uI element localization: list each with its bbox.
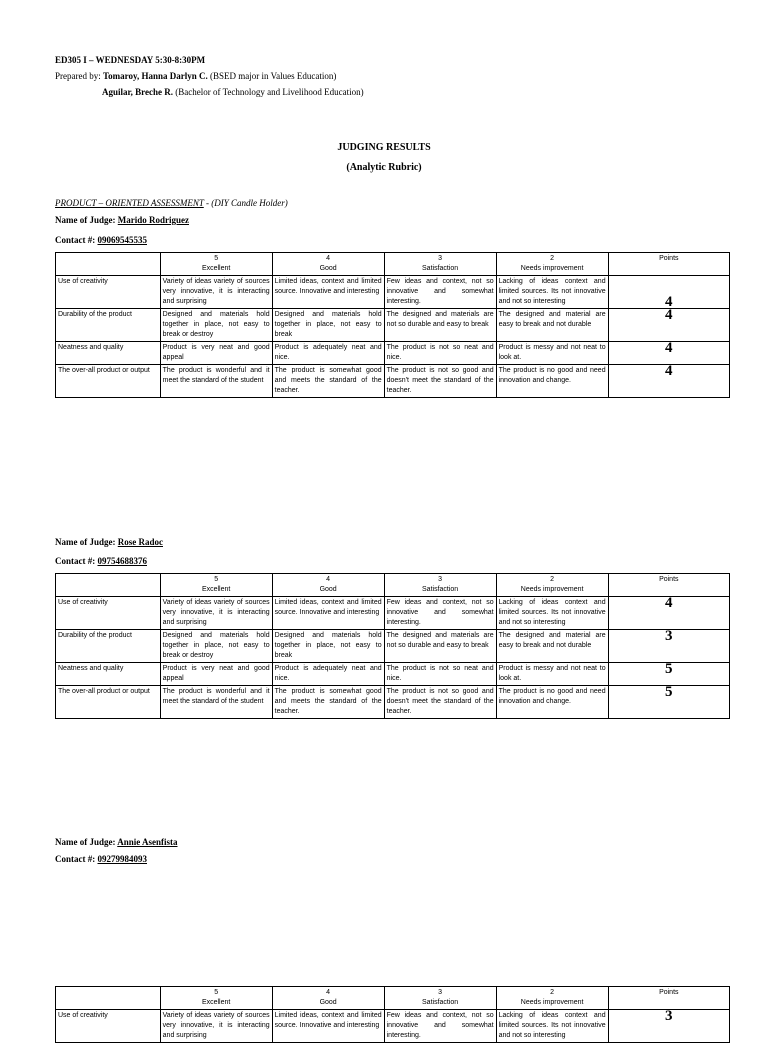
descriptor-satisfaction: The designed and materials are not so durable and easy to break xyxy=(384,309,496,342)
col-points: Points xyxy=(608,253,729,276)
contact-label: Contact #: xyxy=(55,235,98,245)
descriptor-excellent: Variety of ideas variety of sources very innovative, it is interacting and surprising xyxy=(160,276,272,309)
descriptor-satisfaction: The product is not so neat and nice. xyxy=(384,663,496,686)
col-good: 4 Good xyxy=(272,253,384,276)
descriptor-good: Designed and materials hold together in place, not easy to break xyxy=(272,309,384,342)
page-subtitle: (Analytic Rubric) xyxy=(346,162,422,173)
assessment-product: - (DIY Candle Holder) xyxy=(203,198,288,208)
descriptor-needs-improvement: The product is no good and need innovation and change. xyxy=(496,365,608,398)
col-good: 4 Good xyxy=(272,574,384,597)
descriptor-satisfaction: The product is not so good and doesn't meet the standard of the teacher. xyxy=(384,686,496,719)
col-needs-improvement: 2 Needs improvement xyxy=(496,987,608,1010)
judge-2-name: Rose Radoc xyxy=(117,537,163,547)
descriptor-needs-improvement: The designed and material are easy to break and not durable xyxy=(496,630,608,663)
rubric-header-row xyxy=(56,574,730,597)
judge-2-name-line xyxy=(55,537,163,547)
preparer-1-program: (BSED major in Values Education) xyxy=(210,71,337,81)
descriptor-satisfaction: Few ideas and context, not so innovative and somewhat interesting. xyxy=(384,276,496,309)
descriptor-excellent: Designed and materials hold together in place, not easy to break or destroy xyxy=(160,630,272,663)
descriptor-excellent: Product is very neat and good appeal xyxy=(160,342,272,365)
criterion-name: Durability of the product xyxy=(56,309,161,342)
criterion-name: Neatness and quality xyxy=(56,663,161,686)
judge-3-contact-line xyxy=(55,854,147,864)
contact-label: Contact #: xyxy=(55,556,98,566)
judge-label: Name of Judge: xyxy=(55,215,118,225)
col-satisfaction: 3 Satisfaction xyxy=(384,253,496,276)
rubric-table-judge-1 xyxy=(55,252,730,398)
descriptor-satisfaction: The product is not so good and doesn't meet the standard of the teacher. xyxy=(384,365,496,398)
preparer-1-name: Tomaroy, Hanna Darlyn C. xyxy=(102,71,208,81)
judge-2-contact: 09754688376 xyxy=(97,556,147,566)
criterion-name: Durability of the product xyxy=(56,630,161,663)
descriptor-good: Limited ideas, context and limited source. Innovative and interesting xyxy=(272,276,384,309)
descriptor-good: Limited ideas, context and limited source. Innovative and interesting xyxy=(272,597,384,630)
judge-label: Name of Judge: xyxy=(55,837,118,847)
descriptor-needs-improvement: Lacking of ideas context and limited sources. Its not innovative and not so interesting xyxy=(496,1010,608,1043)
col-excellent: 5 Excellent xyxy=(160,987,272,1010)
col-points: Points xyxy=(608,574,729,597)
points-value: 5 xyxy=(608,686,729,719)
descriptor-excellent: Designed and materials hold together in place, not easy to break or destroy xyxy=(160,309,272,342)
judge-3-contact: 09279984093 xyxy=(97,854,147,864)
rubric-table-judge-3 xyxy=(55,986,730,1043)
points-value: 5 xyxy=(608,663,729,686)
descriptor-excellent: Variety of ideas variety of sources very innovative, it is interacting and surprising xyxy=(160,597,272,630)
criterion-name: Use of creativity xyxy=(56,276,161,309)
descriptor-satisfaction: The product is not so neat and nice. xyxy=(384,342,496,365)
descriptor-needs-improvement: The product is no good and need innovation and change. xyxy=(496,686,608,719)
rubric-table-judge-2 xyxy=(55,573,730,719)
descriptor-needs-improvement: Lacking of ideas context and limited sources. Its not innovative and not so interesting xyxy=(496,276,608,309)
descriptor-excellent: Product is very neat and good appeal xyxy=(160,663,272,686)
descriptor-good: The product is somewhat good and meets the standard of the teacher. xyxy=(272,365,384,398)
descriptor-good: Designed and materials hold together in place, not easy to break xyxy=(272,630,384,663)
points-value: 4 xyxy=(608,276,729,309)
descriptor-needs-improvement: Lacking of ideas context and limited sources. Its not innovative and not so interesting xyxy=(496,597,608,630)
rubric-header-row xyxy=(56,987,730,1010)
points-value: 3 xyxy=(608,630,729,663)
table-row xyxy=(56,365,730,398)
col-needs-improvement: 2 Needs improvement xyxy=(496,253,608,276)
descriptor-needs-improvement: Product is messy and not neat to look at. xyxy=(496,663,608,686)
descriptor-needs-improvement: The designed and material are easy to break and not durable xyxy=(496,309,608,342)
judge-3-name-line xyxy=(55,837,178,847)
col-satisfaction: 3 Satisfaction xyxy=(384,987,496,1010)
criterion-name: Use of creativity xyxy=(56,1010,161,1043)
descriptor-satisfaction: The designed and materials are not so durable and easy to break xyxy=(384,630,496,663)
page-bottom-clip xyxy=(0,986,768,1039)
col-excellent: 5 Excellent xyxy=(160,253,272,276)
points-value: 4 xyxy=(608,365,729,398)
descriptor-good: The product is somewhat good and meets the standard of the teacher. xyxy=(272,686,384,719)
col-needs-improvement: 2 Needs improvement xyxy=(496,574,608,597)
page-title: JUDGING RESULTS xyxy=(337,142,431,153)
assessment-label: PRODUCT – ORIENTED ASSESSMENT xyxy=(55,198,204,208)
table-row xyxy=(56,309,730,342)
points-value: 3 xyxy=(608,1010,729,1043)
table-row xyxy=(56,630,730,663)
descriptor-satisfaction: Few ideas and context, not so innovative and somewhat interesting. xyxy=(384,1010,496,1043)
descriptor-good: Product is adequately neat and nice. xyxy=(272,342,384,365)
table-row xyxy=(56,663,730,686)
criteria-header xyxy=(56,987,161,1010)
descriptor-excellent: The product is wonderful and it meet the standard of the student xyxy=(160,686,272,719)
criterion-name: Neatness and quality xyxy=(56,342,161,365)
judge-1-contact: 09069545535 xyxy=(97,235,147,245)
table-row xyxy=(56,1010,730,1043)
prepared-by-line-2 xyxy=(102,87,364,98)
points-value: 4 xyxy=(608,309,729,342)
rubric-header-row xyxy=(56,253,730,276)
descriptor-needs-improvement: Product is messy and not neat to look at. xyxy=(496,342,608,365)
col-satisfaction: 3 Satisfaction xyxy=(384,574,496,597)
table-row xyxy=(56,276,730,309)
judge-3-name: Annie Asenfista xyxy=(117,837,178,847)
points-value: 4 xyxy=(608,342,729,365)
points-value: 4 xyxy=(608,597,729,630)
table-row xyxy=(56,597,730,630)
preparer-2-name: Aguilar, Breche R. xyxy=(102,87,173,97)
preparer-2-program: (Bachelor of Technology and Livelihood Education) xyxy=(175,87,364,97)
table-row xyxy=(56,342,730,365)
prepared-by-label: Prepared by: xyxy=(55,71,101,81)
criterion-name: The over-all product or output xyxy=(56,365,161,398)
judge-1-name: Marido Rodriguez xyxy=(117,215,189,225)
judge-label: Name of Judge: xyxy=(55,537,118,547)
descriptor-good: Limited ideas, context and limited source. Innovative and interesting xyxy=(272,1010,384,1043)
criterion-name: The over-all product or output xyxy=(56,686,161,719)
contact-label: Contact #: xyxy=(55,854,98,864)
descriptor-good: Product is adequately neat and nice. xyxy=(272,663,384,686)
prepared-by-line-1 xyxy=(55,71,336,82)
criterion-name: Use of creativity xyxy=(56,597,161,630)
descriptor-excellent: Variety of ideas variety of sources very innovative, it is interacting and surprising xyxy=(160,1010,272,1043)
judge-1-contact-line xyxy=(55,235,147,245)
criteria-header xyxy=(56,574,161,597)
criteria-header xyxy=(56,253,161,276)
col-points: Points xyxy=(608,987,729,1010)
table-row xyxy=(56,686,730,719)
course-schedule: ED305 I – WEDNESDAY 5:30-8:30PM xyxy=(55,55,206,65)
descriptor-satisfaction: Few ideas and context, not so innovative and somewhat interesting. xyxy=(384,597,496,630)
judge-1-name-line xyxy=(55,215,189,225)
col-good: 4 Good xyxy=(272,987,384,1010)
col-excellent: 5 Excellent xyxy=(160,574,272,597)
descriptor-excellent: The product is wonderful and it meet the standard of the student xyxy=(160,365,272,398)
assessment-type xyxy=(55,198,288,208)
judge-2-contact-line xyxy=(55,556,147,566)
